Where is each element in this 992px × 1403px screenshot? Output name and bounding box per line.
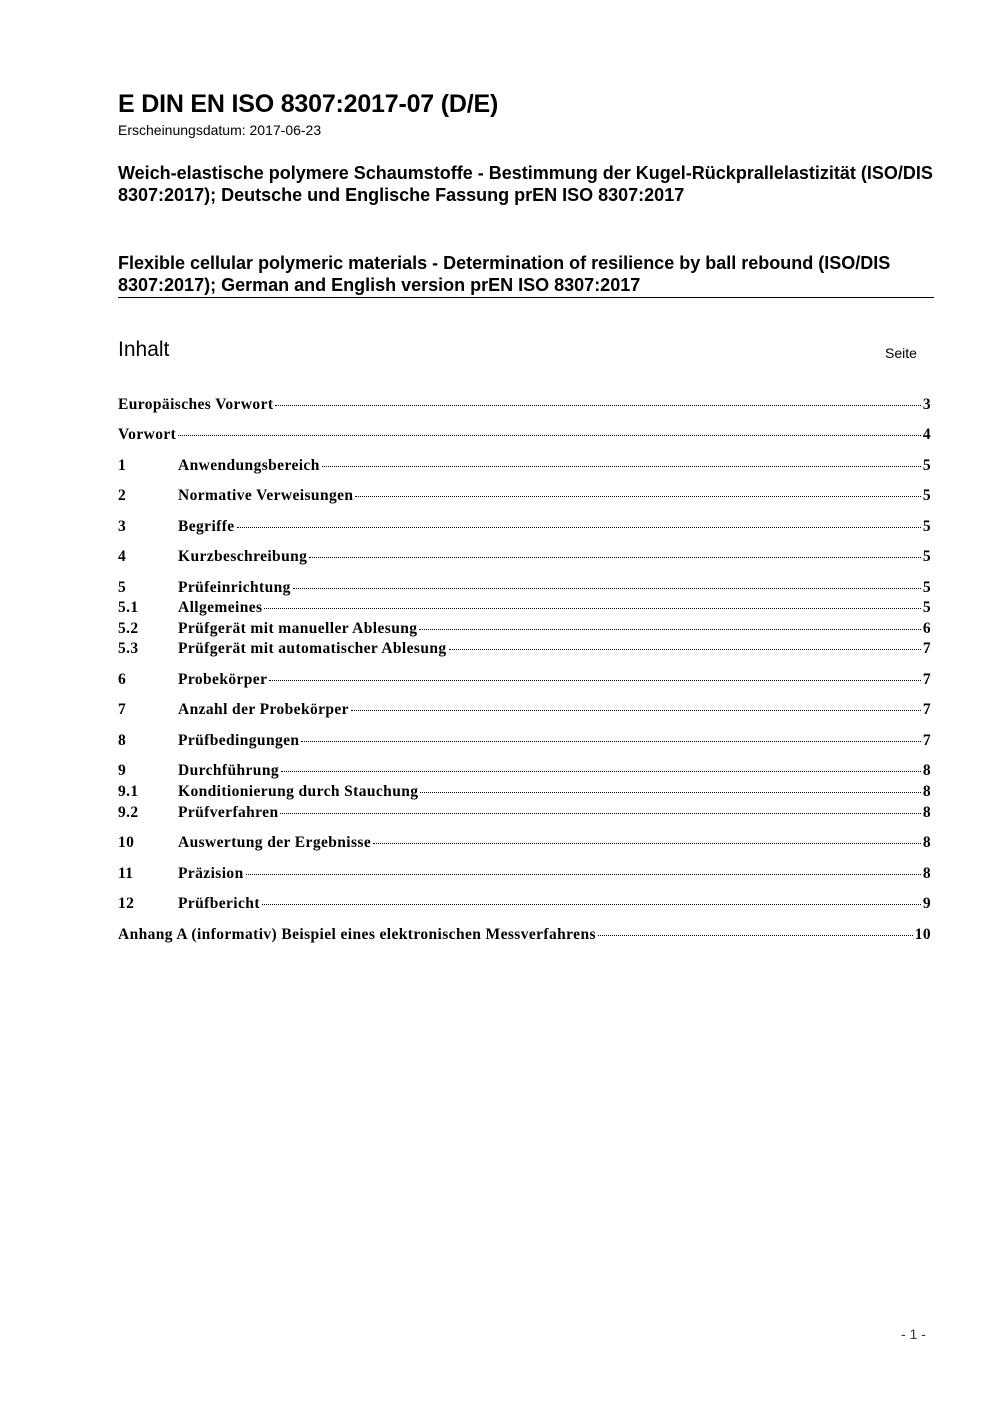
toc-dot-leader [280,813,920,814]
toc-entry-page: 7 [922,640,931,657]
toc-dot-leader [293,588,921,589]
toc-dot-leader [269,680,920,681]
toc-dot-leader [598,935,913,936]
title-german: Weich-elastische polymere Schaumstoffe - Bestimmung der Kugel-Rückprallelastizität (ISO/DIS 8307:2017); Deutsche und Englische Fassung prEN ISO 8307:2017 [118,163,933,205]
page-number: - 1 - [901,1326,926,1342]
toc-entry-number: 9.2 [118,804,139,821]
toc-dot-leader [322,466,921,467]
toc-entry-number: 2 [118,487,127,504]
toc-entry-page: 10 [914,926,931,943]
toc-entry[interactable] [118,487,931,507]
toc-entry-title: Vorwort [118,426,177,443]
document-id: E DIN EN ISO 8307:2017-07 (D/E) [118,90,499,118]
title-divider [118,297,934,298]
toc-entry-number: 9 [118,762,127,779]
toc-entry-title: Durchführung [178,762,279,779]
toc-entry[interactable] [118,457,931,477]
toc-entry-title: Präzision [178,865,244,882]
toc-entry[interactable] [118,599,931,619]
toc-heading: Inhalt [118,338,170,361]
toc-entry[interactable] [118,895,931,915]
toc-entry-number: 5 [118,579,127,596]
toc-dot-leader [281,771,921,772]
toc-entry-title: Prüfbericht [178,895,260,912]
toc-entry-number: 1 [118,457,127,474]
toc-dot-leader [275,405,920,406]
toc-dot-leader [309,557,921,558]
toc-entry[interactable] [118,548,931,568]
publication-date: Erscheinungsdatum: 2017-06-23 [118,122,322,138]
toc-entry-page: 5 [922,599,931,616]
toc-entry[interactable] [118,865,931,885]
toc-entry-number: 3 [118,518,127,535]
toc-entry-number: 5.2 [118,620,139,637]
toc-entry-title: Allgemeines [178,599,263,616]
toc-entry-page: 8 [922,834,931,851]
toc-entry-title: Prüfgerät mit automatischer Ablesung [178,640,447,657]
toc-entry-number: 5.1 [118,599,139,616]
toc-entry[interactable] [118,426,931,446]
toc-entry-page: 5 [922,548,931,565]
toc-entry-page: 5 [922,487,931,504]
toc-entry-title: Prüfeinrichtung [178,579,291,596]
toc-entry-title: Kurzbeschreibung [178,548,308,565]
toc-entry-title: Prüfbedingungen [178,732,300,749]
toc-entry-page: 7 [922,732,931,749]
toc-dot-leader [237,527,921,528]
toc-entry-page: 8 [922,865,931,882]
toc-entry-page: 7 [922,671,931,688]
toc-dot-leader [301,741,920,742]
toc-dot-leader [355,496,920,497]
toc-entry-page: 5 [922,518,931,535]
toc-dot-leader [420,792,920,793]
toc-entry-number: 11 [118,865,134,882]
toc-entry-number: 10 [118,834,135,851]
toc-page-column-label: Seite [885,345,917,361]
toc-entry[interactable] [118,701,931,721]
toc-entry[interactable] [118,804,931,824]
toc-entry-title: Konditionierung durch Stauchung [178,783,419,800]
toc-entry-page: 8 [922,804,931,821]
toc-dot-leader [246,874,921,875]
toc-entry-page: 6 [922,620,931,637]
toc-entry[interactable] [118,926,931,946]
toc-entry-title: Anzahl der Probekörper [178,701,349,718]
toc-dot-leader [178,435,921,436]
toc-entry-page: 5 [922,579,931,596]
toc-entry[interactable] [118,762,931,782]
toc-entry-number: 6 [118,671,127,688]
toc-entry-page: 3 [922,396,931,413]
toc-entry-title: Anhang A (informativ) Beispiel eines elektronischen Messverfahrens [118,926,596,943]
toc-entry[interactable] [118,834,931,854]
toc-dot-leader [264,608,920,609]
toc-entry-title: Prüfgerät mit manueller Ablesung [178,620,418,637]
toc-entry-page: 7 [922,701,931,718]
toc-entry-title: Anwendungsbereich [178,457,320,474]
toc-entry[interactable] [118,732,931,752]
toc-entry-page: 8 [922,762,931,779]
toc-dot-leader [373,843,921,844]
toc-entry-title: Begriffe [178,518,235,535]
toc-entry-title: Probekörper [178,671,268,688]
toc-entry-title: Normative Verweisungen [178,487,354,504]
toc-entry[interactable] [118,518,931,538]
toc-entry-page: 5 [922,457,931,474]
toc-entry-number: 4 [118,548,127,565]
toc-entry-number: 7 [118,701,127,718]
toc-dot-leader [262,904,921,905]
toc-entry[interactable] [118,671,931,691]
toc-entry[interactable] [118,620,931,640]
toc-entry-number: 8 [118,732,127,749]
toc-entry[interactable] [118,396,931,416]
toc-dot-leader [449,649,921,650]
toc-entry-page: 8 [922,783,931,800]
toc-entry[interactable] [118,783,931,803]
toc-entry-number: 12 [118,895,135,912]
toc-entry-number: 5.3 [118,640,139,657]
toc-entry-number: 9.1 [118,783,139,800]
toc-dot-leader [419,629,920,630]
toc-dot-leader [351,710,921,711]
toc-entry[interactable] [118,640,931,660]
toc-entry-page: 9 [922,895,931,912]
toc-entry[interactable] [118,579,931,599]
toc-entry-page: 4 [922,426,931,443]
toc-entry-title: Prüfverfahren [178,804,279,821]
title-english: Flexible cellular polymeric materials - Determination of resilience by ball rebound (ISO/DIS 8307:2017); German and English version prEN ISO 8307:2017 [118,253,891,295]
toc-entry-title: Europäisches Vorwort [118,396,274,413]
toc-entry-title: Auswertung der Ergebnisse [178,834,372,851]
